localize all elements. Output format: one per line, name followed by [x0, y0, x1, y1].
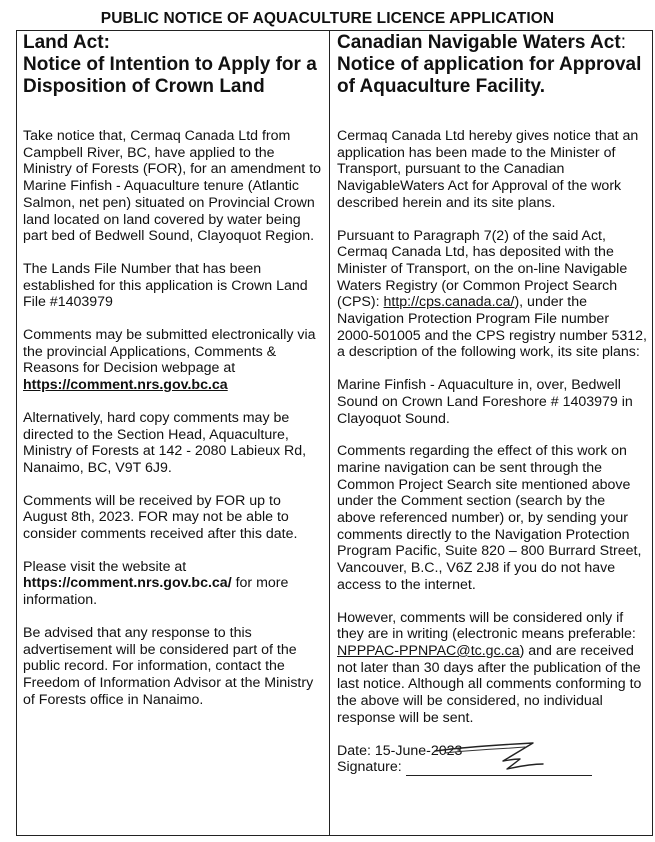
more-info-website-link[interactable]: https://comment.nrs.gov.bc.ca/ [23, 575, 232, 592]
navigable-waters-paragraph-2 [337, 228, 647, 362]
land-act-paragraph-1: Take notice that, Cermaq Canada Ltd from Campbell River, BC, have applied to the Ministry of Forests (FOR), for an amendment to Marine Finfish - Aquaculture tenure (Atlantic Salmon, net pen) situated on Provincial Crown land located on land covered by water being part bed of Bedwell Sound, Clayoquot Region. [23, 128, 322, 245]
notice-date: Date: 15-June-2023 [337, 742, 463, 759]
signature-label: Signature: [337, 759, 402, 776]
handwritten-signature [425, 737, 565, 777]
land-act-paragraph-6 [23, 559, 323, 609]
cps-website-link[interactable]: http://cps.canada.ca/ [383, 294, 515, 311]
land-act-paragraph-5: Comments will be received by FOR up to August 8th, 2023. FOR may not be able to consider comments received after this date. [23, 492, 298, 543]
comment-website-link[interactable]: https://comment.nrs.gov.bc.ca [23, 377, 228, 394]
heading-colon: : [620, 32, 626, 53]
land-act-heading-line2: Notice of Intention to Apply for a Disposition of Crown Land [23, 54, 317, 97]
visit-website-text: Please visit the website at [23, 558, 187, 575]
navigable-waters-heading-line2: Notice of application for Approval of Aquaculture Facility. [337, 54, 642, 97]
navigable-waters-paragraph-3: Marine Finfish - Aquaculture in, over, Bedwell Sound on Crown Land Foreshore # 1403979 in Clayoquot Sound. [337, 377, 633, 427]
navigable-waters-paragraph-1: Cermaq Canada Ltd hereby gives notice that an application has been made to the Minister of Transport, pursuant to the Canadian NavigableWaters Act for Approval of the work described herein and its site plans. [337, 128, 639, 211]
comments-submit-text: Comments may be submitted electronically via the provincial Applications, Comments & Reasons for Decision webpage at [23, 327, 316, 377]
deadline-text: ) and are received not later than 30 days after the publication of the last notice. Although all comments conforming to the above will be considered, no individual response will be sent. [337, 642, 642, 726]
deposit-text: Pursuant to Paragraph 7(2) of the said Act, Cermaq Canada Ltd, has deposited with the Minister of Transport, on the on-line Navigable Waters Registry (or Common Project Search (CPS): [337, 227, 628, 311]
notice-frame [16, 30, 653, 836]
navigable-waters-column [337, 31, 647, 776]
land-act-heading [23, 32, 323, 98]
navigable-waters-paragraph-5 [337, 610, 647, 727]
signature-row [337, 759, 647, 776]
land-act-paragraph-4: Alternatively, hard copy comments may be directed to the Section Head, Aquaculture, Ministry of Forests at 142 - 2080 Labieux Rd, Nanaimo, BC, V9T 6J9. [23, 409, 307, 476]
writing-requirement-text: However, comments will be considered only if they are in writing (electronic means preferable: [337, 609, 636, 643]
column-divider [329, 31, 330, 835]
registry-text: ), under the Navigation Protection Program File number 2000-501005 and the CPS registry number 5312, a description of the following work, its site plans: [337, 294, 647, 361]
land-act-paragraph-3 [23, 327, 323, 394]
land-act-paragraph-7: Be advised that any response to this advertisement will be considered part of the public record. For information, contact the Freedom of Information Advisor at the Ministry of Forests office in Nanaimo. [23, 624, 314, 708]
email-link[interactable]: NPPPAC-PPNPAC@tc.gc.ca [337, 642, 520, 659]
land-act-paragraph-2: The Lands File Number that has been established for this application is Crown Land File #1403979 [23, 260, 308, 311]
navigable-waters-paragraph-4: Comments regarding the effect of this work on marine navigation can be sent through the Common Project Search site mentioned above under the Comment section (search by the above referenced number) or, by sending your comments directly to the Navigation Protection Program Pacific, Suite 820 – 800 Burrard Street, Vancouver, B.C., V6Z 2J8 if you do not have access to the internet. [337, 443, 642, 593]
land-act-column [23, 31, 323, 708]
navigable-waters-act-name: Canadian Navigable Waters Act [337, 32, 621, 53]
navigable-waters-heading [337, 32, 647, 98]
land-act-heading-line1: Land Act: [23, 32, 110, 53]
notice-title: PUBLIC NOTICE OF AQUACULTURE LICENCE APPLICATION [100, 10, 555, 27]
more-info-text: for more information. [23, 575, 289, 609]
navigable-waters-heading-line1 [337, 32, 647, 54]
